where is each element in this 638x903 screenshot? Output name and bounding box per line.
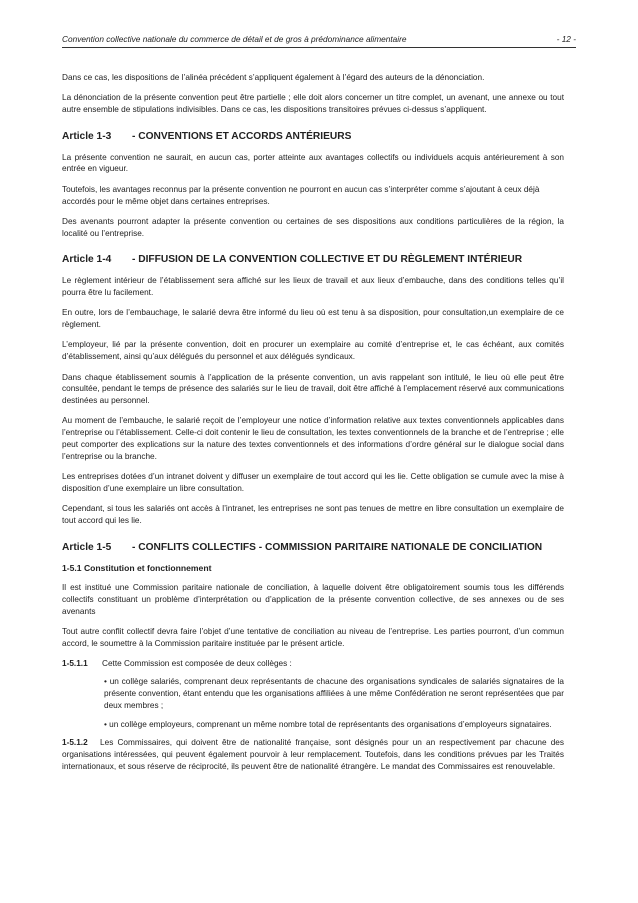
paragraph: Tout autre conflit collectif devra faire l’objet d’une tentative de conciliation au niveau de l’entreprise. Les parties pourront, d’un commun accord, le soumettre à la Commission paritaire instituée par le présent article.	[62, 627, 564, 649]
paragraph: Dans chaque établissement soumis à l’application de la présente convention, un avis rappelant son intitulé, le lieu où elle peut être consultée, pendant le temps de présence des salariés sur le lieu de travail, doit être affiché à l’emplacement réservé aux communications destinées au personnel.	[62, 372, 564, 406]
bullet-item: • un collège employeurs, comprenant un même nombre total de représentants des organisations d’employeurs signataires.	[104, 719, 552, 729]
paragraph: Il est institué une Commission paritaire nationale de conciliation, à laquelle doivent être obligatoirement soumis tous les différends collectifs constituant un problème d’interprétation ou d’application de la présente convention collective, de ses annexes ou de ses avenants	[62, 583, 564, 616]
header-title: Convention collective nationale du commerce de détail et de gros à prédominance alimentaire	[62, 34, 407, 44]
subsection-number: 1-5.1.1	[62, 659, 88, 669]
subsection-text	[62, 737, 564, 772]
paragraph: Des avenants pourront adapter la présente convention ou certaines de ses dispositions aux conditions particulières de la région, la localité ou l’entreprise.	[62, 216, 564, 238]
paragraph: Cependant, si tous les salariés ont accès à l’intranet, les entreprises ne sont pas tenues de mettre en libre consultation un exemplaire de tout accord qui les lie.	[62, 504, 564, 526]
article-heading	[62, 542, 564, 554]
paragraph: La présente convention ne saurait, en aucun cas, porter atteinte aux avantages collectifs ou individuels acquis antérieurement à son entrée en vigueur.	[62, 152, 564, 174]
subsection-text: Cette Commission est composée de deux collèges :	[102, 659, 292, 669]
page-number: - 12 -	[556, 34, 576, 44]
paragraph: La dénonciation de la présente convention peut être partielle ; elle doit alors concerner un titre complet, un avenant, une annexe ou tout autre ensemble de stipulations indivisibles. Dans ce cas, les dispositions transitoires prévues ci-dessus s’appliquent.	[62, 93, 564, 115]
article-title: - CONFLITS COLLECTIFS - COMMISSION PARITAIRE NATIONALE DE CONCILIATION	[132, 541, 543, 553]
article-title: - DIFFUSION DE LA CONVENTION COLLECTIVE ET DU RÈGLEMENT INTÉRIEUR	[132, 254, 523, 266]
subsection	[62, 658, 564, 670]
paragraph: L’employeur, lié par la présente convention, doit en procurer un exemplaire au comité d’entreprise et, le cas échéant, aux comités d’établissement, ainsi qu’aux délégués du personnel et aux délégués syndicaux.	[62, 340, 564, 362]
paragraph: Les entreprises dotées d’un intranet doivent y diffuser un exemplaire de tout accord qui les lie. Cette obligation se cumule avec la mise à disposition d’une exemplaire un libre consultation.	[62, 472, 564, 493]
article-number: Article 1-4	[62, 254, 112, 266]
subsection-body: Les Commissaires, qui doivent être de nationalité française, sont désignés pour un an respectivement par chacune des organisations intéressées, qui peuvent également pourvoir à leur remplacement. Toutefois, dans les conditions prévues par les Traités internationaux, et sous réserve de réciprocité, ils peuvent être de nationalité étrangère. Le mandat des Commissaires est renouvelable.	[62, 738, 564, 771]
paragraph: Le règlement intérieur de l’établissement sera affiché sur les lieux de travail et aux lieux d’embauche, dans des conditions telles qu’il pourra être lu facilement.	[62, 276, 564, 298]
document-body	[62, 72, 564, 781]
subsection	[62, 737, 564, 772]
paragraph: Au moment de l’embauche, le salarié reçoit de l’employeur une notice d’information relative aux textes conventionnels applicables dans l’entreprise ou l’établissement. Celle-ci doit contenir le lieu de consultation, les textes conventionnels de la branche et de l’entreprise ; elle peut comporter des explications sur la nature des textes conventionnels et des informations d’ordre général sur le dialogue social dans l’entreprise ou la branche.	[62, 416, 564, 461]
article-title: - CONVENTIONS ET ACCORDS ANTÉRIEURS	[132, 130, 352, 142]
paragraph: Toutefois, les avantages reconnus par la présente convention ne pourront en aucun cas s’interpréter comme s’ajoutant à ceux déjà accordés pour le même objet dans certaines entreprises.	[62, 184, 540, 206]
section-heading: 1-5.1 Constitution et fonctionnement	[62, 562, 212, 573]
article-heading	[62, 254, 564, 266]
paragraph: En outre, lors de l’embauchage, le salarié devra être informé du lieu où est tenu à sa disposition, pour consultation,un exemplaire de ce règlement.	[62, 308, 564, 330]
article-heading	[62, 131, 564, 143]
article-number: Article 1-3	[62, 130, 112, 142]
subsection-spacer	[88, 738, 100, 747]
article-number: Article 1-5	[62, 541, 112, 553]
page-header	[62, 34, 576, 48]
subsection-number: 1-5.1.2	[62, 738, 88, 748]
bullet-item: • un collège salariés, comprenant deux représentants de chacune des organisations syndicales de salariés signataires de la présente convention, étant entendu que les organisations affiliées à une même Confédération ne seront représentées que par deux membres ;	[104, 677, 564, 710]
paragraph: Dans ce cas, les dispositions de l’alinéa précédent s’appliquent également à l’égard des auteurs de la dénonciation.	[62, 73, 485, 82]
